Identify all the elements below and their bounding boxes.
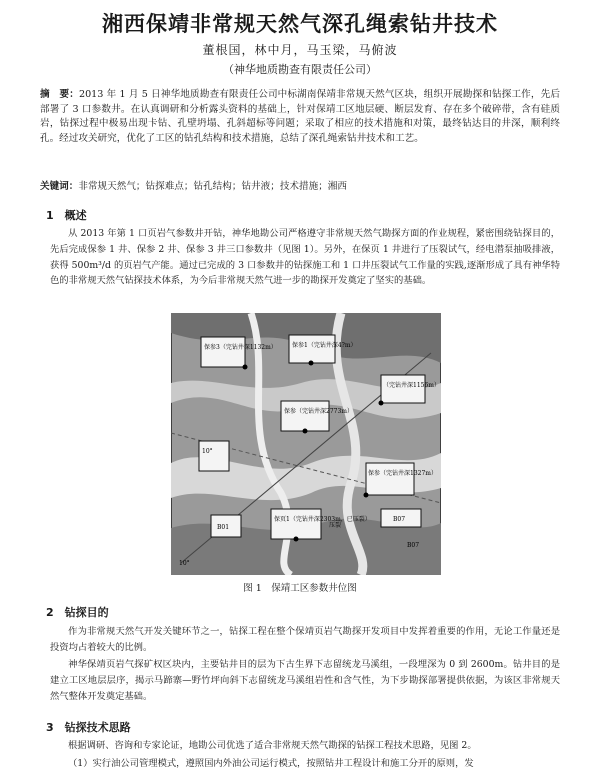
section-2-paragraph-1-text: 作为非常规天然气开发关键环节之一，钻探工程在整个保靖页岩气勘探开发项目中发挥着重要的作用，无论工作量还是投资均占着较大的比例。: [50, 626, 560, 653]
well-label: 保参3（完钻井深1132m）: [204, 344, 277, 351]
figure-1-caption: 图 1 保靖工区参数井位图: [243, 583, 357, 594]
well-label: B07: [393, 516, 406, 523]
section-2-paragraph-2: [50, 657, 560, 704]
well-marker: [294, 537, 299, 542]
section-2-paragraph-2-text: 神华保靖页岩气探矿权区块内，主要钻井目的层为下古生界下志留统龙马溪组，一段埋深为 0 到 2600m。钻井目的是建立工区地层层序，揭示马蹄寨—野竹坪向斜下志留统龙马溪组岩性和含气性，为下步勘探部署提供依据，为该区非常规天然气整体开发奠定基础。: [50, 659, 560, 702]
well-marker: [303, 429, 308, 434]
abstract-text: 2013 年 1 月 5 日神华地质勘查有限责任公司中标湖南保靖非常规天然气区块，组织开展勘探和钻探工作，先后部署了 3 口参数井。在认真调研和分析露头资料的基础上，针对保靖工区地层硬、断层发育、存在多个破碎带，含有硅质岩，钻探过程中极易出现卡钻、孔壁坍塌、孔斜超标等问题；采取了相应的技术措施和对策，最终钻达目的井深，顺利终孔。经过攻关研究，优化了工区的钻孔结构和技术措施，总结了深孔绳索钻井技术和工艺。: [40, 89, 561, 144]
section-3-paragraph-1: [50, 738, 560, 754]
section-3-paragraph-2: [50, 756, 560, 772]
section-3-heading: 3 钻探技术思路: [46, 721, 131, 734]
well-label: 10°: [202, 448, 213, 455]
well-box-5: [199, 441, 229, 471]
paper-title: 湘西保靖非常规天然气深孔绳索钻井技术: [102, 12, 498, 36]
abstract-label: 摘 要：: [40, 89, 79, 100]
well-label: 保参（完钻井深1327m）: [368, 470, 437, 477]
keywords-text: 非常规天然气；钻探难点；钻孔结构；钻井液；技术措施；湘西: [78, 181, 347, 192]
well-box-7: [381, 509, 421, 527]
well-label: 保参（完钻井深2773m）: [284, 408, 353, 415]
well-marker: [309, 361, 314, 366]
paper-authors: 董根国，林中月，马玉梁，马俯波: [202, 43, 398, 57]
well-box-9: [211, 515, 241, 537]
well-marker: [379, 401, 384, 406]
well-label: 保参1（完钻井深4?m）: [292, 342, 357, 349]
keywords: [40, 178, 560, 192]
section-2-heading: 2 钻探目的: [46, 606, 109, 619]
section-1-paragraph: [50, 226, 560, 289]
figure-1-map: [171, 313, 441, 575]
section-3-paragraph-2-text: （1）实行油公司管理模式，遵照国内外油公司运行模式，按照钻井工程设计和施工分开的原则，发: [68, 758, 474, 769]
well-label: 保页1（完钻井深2303m，已压裂）: [274, 516, 371, 523]
section-1-paragraph-text: 从 2013 年第 1 口页岩气参数井开钻，神华地勘公司严格遵守非常规天然气勘探方面的作业规程，紧密围绕钻探目的，先后完成保参 1 井、保参 2 井、保参 3 井三口参数井（见图 1）。另外，在保页 1 井进行了压裂试气，经电潜泵抽吸排液，获得 500m³/d 的页岩气产能。通过已完成的 3 口参数井的钻探施工和 1 口井压裂试气工作量的实践,逐渐形成了具有神华特色的非常规天然气钻探技术体系，为今后非常规天然气进一步的勘探开发奠定了坚实的基础。: [50, 228, 560, 287]
section-2-paragraph-1: [50, 624, 560, 656]
section-3-paragraph-1-text: 根据调研、咨询和专家论证，地勘公司优选了适合非常规天然气勘探的钻探工程技术思路，见图 2。: [68, 740, 477, 751]
well-marker: [243, 365, 248, 370]
section-1-heading: 1 概述: [46, 209, 87, 222]
paper-affiliation: （神华地质勘查有限责任公司）: [223, 63, 377, 76]
well-marker: [364, 493, 369, 498]
well-label: B01: [217, 524, 230, 531]
keywords-label: 关键词：: [40, 181, 79, 192]
abstract: [40, 88, 560, 146]
map-annotation: 10°: [179, 560, 190, 567]
map-annotation: B07: [407, 542, 420, 549]
map-annotation: 压裂: [329, 522, 342, 529]
well-label: （完钻井深1156m）: [383, 382, 440, 389]
